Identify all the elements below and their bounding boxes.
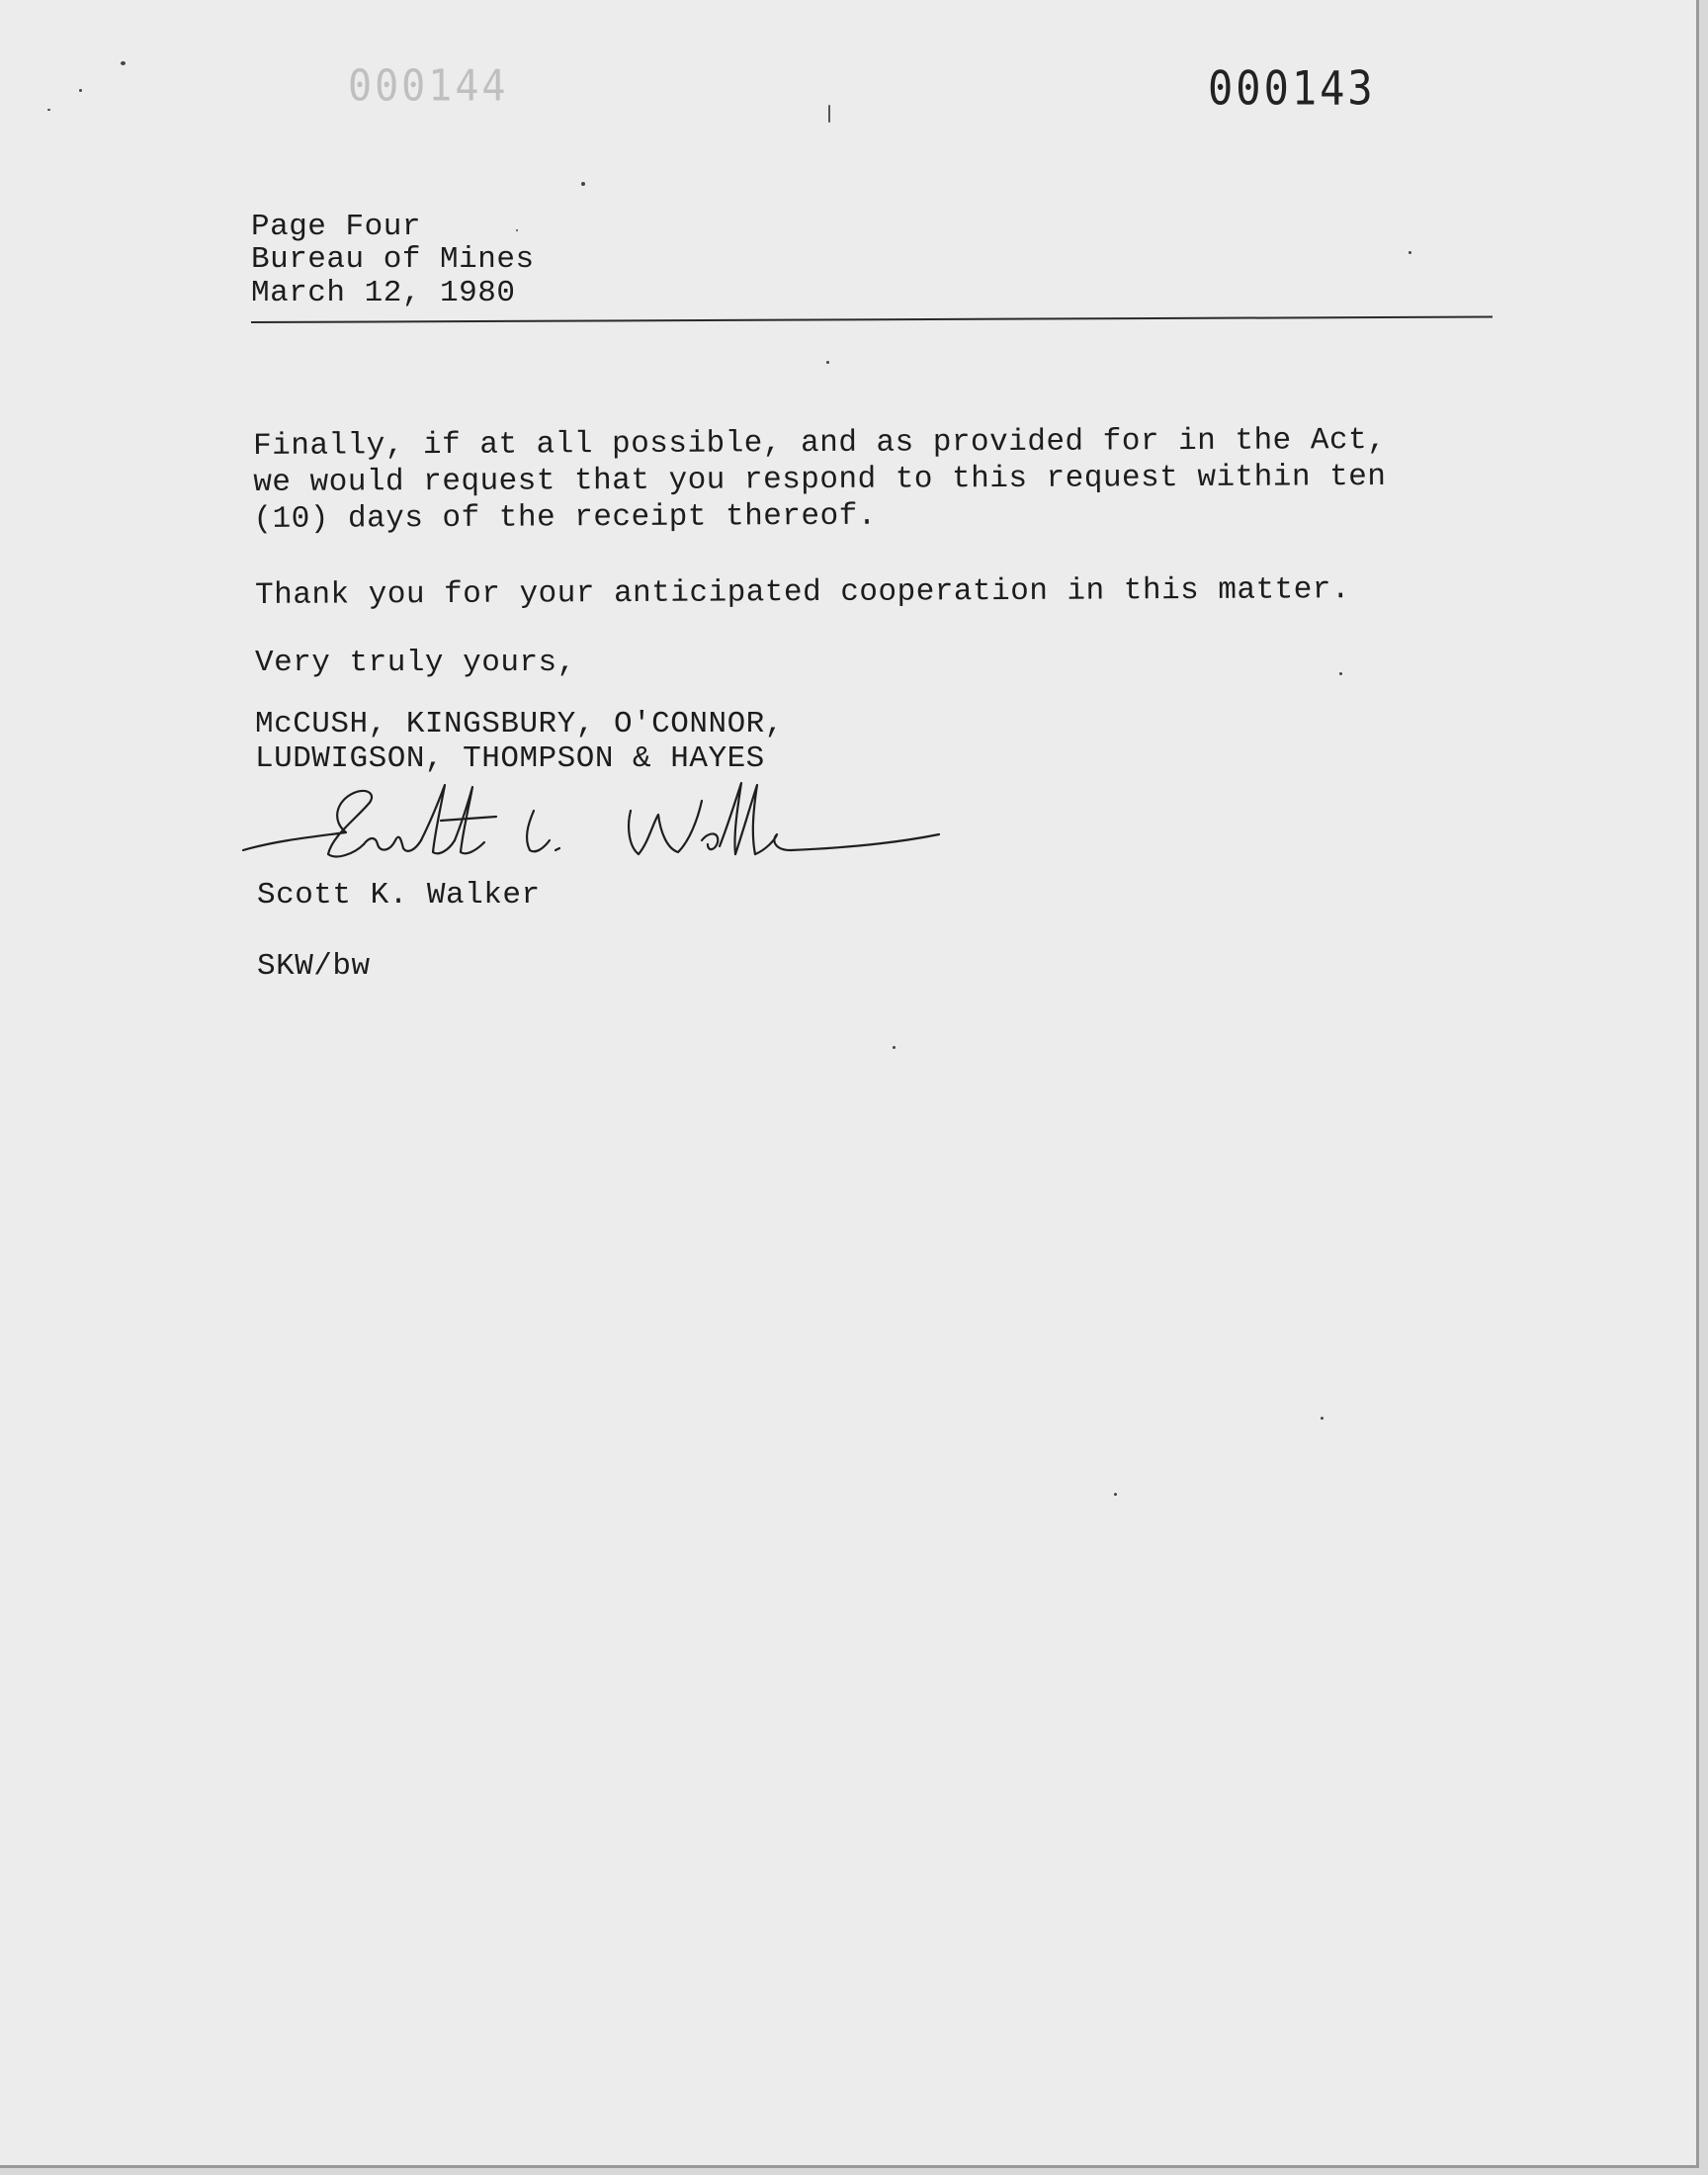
- scan-speck: [893, 1046, 896, 1049]
- firm-name-line2: LUDWIGSON, THOMPSON & HAYES: [255, 741, 765, 776]
- header-rule: [251, 316, 1493, 323]
- reference-initials: SKW/bw: [257, 949, 371, 984]
- paragraph-line: we would request that you respond to this request within ten: [253, 459, 1387, 500]
- scan-speck: [516, 229, 518, 231]
- scan-speck: [828, 105, 830, 123]
- body-paragraph: [253, 422, 1387, 538]
- firm-name-line1: McCUSH, KINGSBURY, O'CONNOR,: [255, 707, 784, 741]
- scan-speck: [826, 361, 829, 364]
- scan-speck: [1321, 1417, 1324, 1420]
- scan-speck: [1339, 672, 1342, 675]
- scan-speck: [1409, 251, 1411, 254]
- scan-speck: [79, 89, 82, 92]
- handwritten-signature: [237, 771, 949, 880]
- paragraph-line: Finally, if at all possible, and as provided for in the Act,: [253, 422, 1387, 464]
- bates-number: 000143: [1208, 61, 1376, 116]
- header-page: Page Four: [251, 210, 421, 244]
- header-recipient: Bureau of Mines: [251, 242, 535, 277]
- paragraph-line: (10) days of the receipt thereof.: [253, 498, 877, 537]
- scan-speck: [581, 182, 585, 186]
- ghost-bates-stamp: 000144: [348, 61, 509, 112]
- closing-salutation: Very truly yours,: [255, 646, 576, 680]
- header-date: March 12, 1980: [251, 276, 516, 310]
- thanks-line: Thank you for your anticipated cooperation in this matter.: [255, 572, 1351, 613]
- scan-speck: [1114, 1493, 1117, 1496]
- signer-name: Scott K. Walker: [257, 878, 541, 913]
- scan-speck: [47, 109, 50, 111]
- scan-speck: [121, 61, 126, 65]
